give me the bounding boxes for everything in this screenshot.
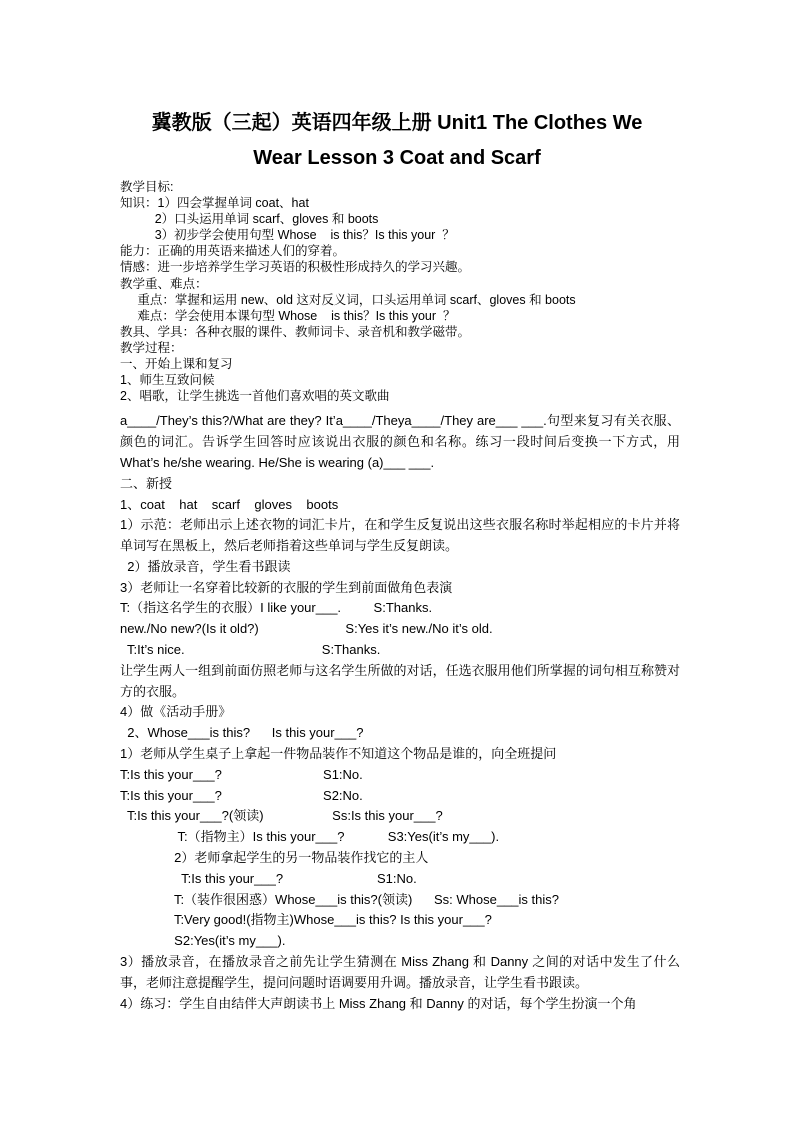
pair-practice-paragraph: 让学生两人一组到前面仿照老师与这名学生所做的对话，任选衣服用他们所掌握的词句相互称赞对方的衣服。 — [120, 662, 680, 699]
text-line: 重点：掌握和运用 new、old 这对反义词，口头运用单词 scarf、gloves 和 boots — [120, 292, 576, 307]
document-body — [120, 179, 680, 1014]
text-line: S2:Yes(it’s my___). — [120, 933, 286, 949]
text-line: T:Is this your___?(领读) Ss:Is this your___? — [120, 808, 443, 824]
text-line: 教具、学具：各种衣服的课件、教师词卡、录音机和教学磁带。 — [120, 324, 471, 339]
text-line: 难点：学会使用本课句型 Whose is this？Is this your ？ — [120, 308, 456, 323]
text-line: 2）口头运用单词 scarf、gloves 和 boots — [120, 212, 379, 227]
text-line: 3）老师让一名穿着比较新的衣服的学生到前面做角色表演 — [120, 579, 453, 595]
demonstration-paragraph: 1）示范：老师出示上述衣物的词汇卡片，在和学生反复说出这些衣服名称时举起相应的卡片并将单词写在黑板上，然后老师指着这些单词与学生反复朗读。 — [120, 517, 680, 554]
text-line: T:（指这名学生的衣服）I like your___. S:Thanks. — [120, 600, 433, 616]
document-title-line-1: 冀教版（三起）英语四年级上册 Unit1 The Clothes We — [151, 112, 643, 134]
text-line: T:（指物主）Is this your___? S3:Yes(it’s my___). — [120, 829, 500, 845]
text-line: T:Very good!(指物主)Whose___is this? Is this your___? — [120, 912, 492, 928]
text-line: 二、新授 — [120, 475, 173, 491]
new-lesson-section — [120, 474, 680, 516]
text-line: 知识：1）四会掌握单词 coat、hat — [120, 196, 309, 211]
recording-paragraph: 3）播放录音，在播放录音之前先让学生猜测在 Miss Zhang 和 Danny 之间的对话中发生了什么事，老师注意提醒学生，提问问题时语调要用升调。播放录音，让学生看书跟读。 — [120, 954, 680, 990]
document-title-line-2: Wear Lesson 3 Coat and Scarf — [253, 147, 541, 169]
text-line: T:Is this your___? S1:No. — [120, 766, 363, 782]
text-line: T:Is this your___? S2:No. — [120, 787, 363, 803]
text-line: 一、开始上课和复习 — [120, 357, 233, 372]
text-line: 1）老师从学生桌子上拿起一件物品装作不知道这个物品是谁的，向全班提问 — [120, 746, 557, 762]
text-line: 1、师生互致问候 — [120, 373, 215, 388]
practice-line: 4）练习：学生自由结伴大声朗读书上 Miss Zhang 和 Danny 的对话，每个学生扮演一个角 — [120, 995, 637, 1011]
text-line: T:It’s nice. S:Thanks. — [120, 642, 381, 658]
text-line: 3）初步学会使用句型 Whose is this？Is this your ？ — [120, 228, 455, 243]
text-line: 4）做《活动手册》 — [120, 704, 232, 720]
text-line: 教学过程： — [120, 340, 183, 355]
dialogue-section-1 — [120, 557, 680, 661]
text-line: 教学目标: — [120, 180, 174, 194]
text-line: T:Is this your___? S1:No. — [120, 870, 417, 886]
text-line: 2、唱歌，让学生挑选一首他们喜欢唱的英文歌曲 — [120, 389, 390, 404]
text-line: 能力：正确的用英语来描述人们的穿着。 — [120, 244, 346, 259]
text-line: 教学重、难点： — [120, 276, 208, 291]
text-line: 2）老师拿起学生的另一物品装作找它的主人 — [120, 850, 429, 866]
text-line: 2）播放录音，学生看书跟读 — [120, 558, 291, 574]
text-line: 1、coat hat scarf gloves boots — [120, 496, 339, 512]
dialogue-section-2 — [120, 702, 680, 952]
text-line: T:（装作很困惑）Whose___is this?(领读) Ss: Whose___is this? — [120, 891, 559, 907]
text-line: 2、Whose___is this? Is this your___? — [120, 725, 364, 741]
text-line: 情感：进一步培养学生学习英语的积极性形成持久的学习兴趣。 — [120, 260, 471, 275]
objectives-section — [120, 179, 680, 404]
text-line: new./No new?(Is it old?) S:Yes it’s new./No it’s old. — [120, 621, 493, 637]
review-paragraph: a____/They’s this?/What are they? It’a____/Theya____/They are___ ___.句型来复习有关衣服、颜色的词汇。告诉学生回答时应该说出衣服的颜色和名称。练习一段时间后变换一下方式，用 What’s he/she wearing. He/She is wearing (a)___ ___. — [120, 413, 680, 470]
